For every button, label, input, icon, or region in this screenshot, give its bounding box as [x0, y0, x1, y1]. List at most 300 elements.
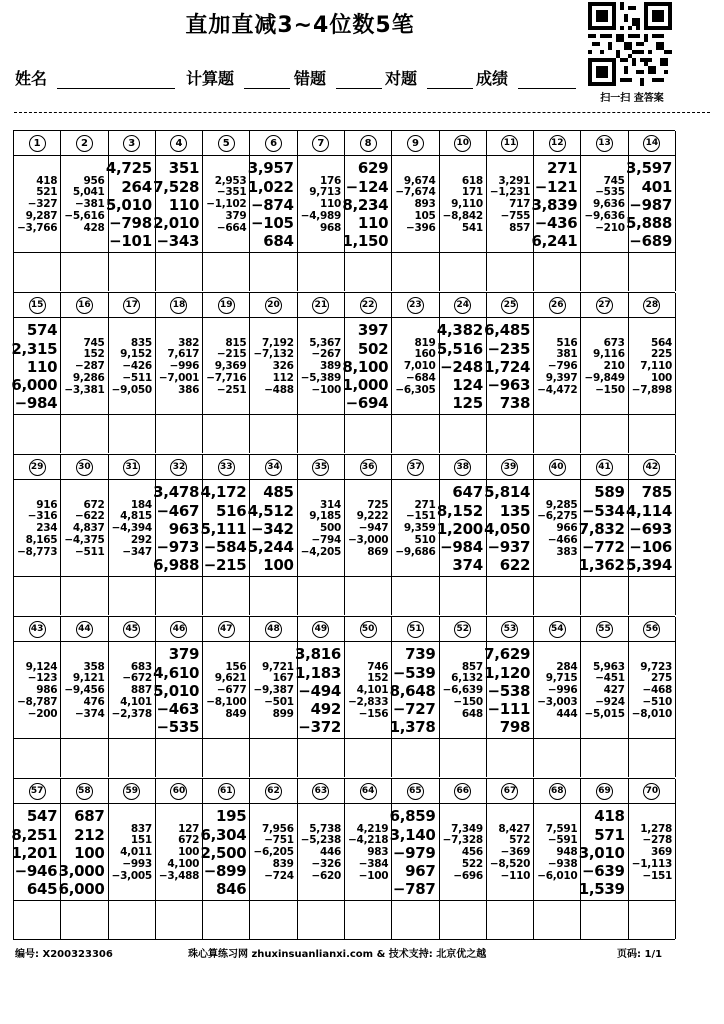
problem-cell: [61, 131, 108, 291]
answer-box[interactable]: [487, 901, 533, 939]
addend: −215: [216, 348, 247, 361]
answer-box[interactable]: [156, 253, 202, 291]
addend: 571: [594, 825, 625, 844]
answer-box[interactable]: [534, 253, 580, 291]
answer-box[interactable]: [392, 415, 438, 453]
answer-box[interactable]: [61, 739, 107, 777]
addend: 9,121: [72, 672, 105, 685]
problem-number-cell: [534, 293, 580, 317]
problem-values: [250, 317, 296, 415]
problem-number-cell: [203, 131, 249, 155]
problem-cell: [247, 455, 297, 615]
answer-box[interactable]: [109, 253, 155, 291]
problem-cell: [345, 779, 392, 939]
addend: 124: [452, 376, 483, 395]
problem-values: [484, 317, 533, 415]
answer-box[interactable]: [487, 415, 533, 453]
answer-box[interactable]: [581, 577, 627, 615]
answer-box[interactable]: [14, 415, 60, 453]
addend: −3,000: [348, 533, 389, 546]
problem-number-cell: [156, 779, 202, 803]
answer-box[interactable]: [203, 253, 249, 291]
addend: 687: [74, 807, 105, 826]
answer-box[interactable]: [581, 415, 627, 453]
addend: 397: [357, 321, 389, 340]
problem-cell: [487, 131, 534, 291]
problem-cell: [11, 779, 61, 939]
problem-number-cell: [487, 131, 533, 155]
answer-box[interactable]: [61, 415, 107, 453]
addend: 849: [225, 707, 247, 720]
qr-caption: 扫一扫 查答案: [600, 93, 664, 104]
problem-number-cell: [14, 455, 60, 479]
problem-number: 40: [549, 459, 566, 476]
answer-box[interactable]: [534, 739, 580, 777]
addend: 7,832: [578, 519, 625, 538]
answer-box[interactable]: [250, 253, 296, 291]
addend: 382: [178, 336, 200, 349]
answer-box[interactable]: [14, 253, 60, 291]
answer-box[interactable]: [440, 901, 486, 939]
addend: 2,500: [200, 843, 247, 862]
answer-box[interactable]: [14, 577, 60, 615]
addend: 857: [509, 221, 531, 234]
answer-box[interactable]: [109, 739, 155, 777]
right-field[interactable]: [385, 66, 473, 92]
problem-values: [156, 803, 202, 901]
addend: 869: [367, 545, 389, 558]
problem-number: 63: [312, 783, 329, 800]
addend: 9,397: [545, 371, 578, 384]
problem-values: [247, 479, 296, 577]
answer-box[interactable]: [440, 577, 486, 615]
answer-box[interactable]: [629, 577, 675, 615]
addend: −696: [453, 869, 483, 882]
answer-box[interactable]: [298, 577, 344, 615]
answer-box[interactable]: [156, 577, 202, 615]
answer-box[interactable]: [581, 901, 627, 939]
answer-box[interactable]: [61, 577, 107, 615]
addend: −156: [358, 707, 389, 720]
problem-values: [109, 317, 155, 415]
problem-number: 31: [123, 459, 140, 476]
problem-number: 55: [596, 621, 613, 638]
addend: 275: [650, 672, 672, 685]
problem-cell: [109, 293, 156, 453]
addend: 986: [36, 684, 58, 697]
addend: 5,516: [436, 339, 483, 358]
addend: −798: [109, 214, 152, 233]
addend: 9,124: [25, 660, 58, 673]
addend: −535: [156, 718, 200, 737]
problem-values: [153, 479, 202, 577]
problem-values: [629, 317, 675, 415]
problem-number: 49: [312, 621, 329, 638]
problem-cell: [109, 617, 156, 777]
addend: 9,185: [309, 510, 341, 523]
addend: −451: [595, 672, 625, 685]
answer-box[interactable]: [109, 415, 155, 453]
problem-number-cell: [156, 293, 202, 317]
addend: −538: [487, 681, 531, 700]
problem-number-cell: [250, 779, 296, 803]
addend: −672: [122, 672, 152, 685]
answer-box[interactable]: [298, 739, 344, 777]
addend: 379: [168, 645, 200, 664]
addend: 100: [650, 371, 672, 384]
answer-box[interactable]: [440, 415, 486, 453]
addend: 3,140: [389, 825, 436, 844]
addend: 1,200: [436, 519, 483, 538]
answer-box[interactable]: [298, 901, 344, 939]
problem-cell: [534, 455, 581, 615]
addend: −7,898: [631, 383, 672, 396]
problem-number-cell: [298, 131, 344, 155]
problem-number: 37: [407, 459, 424, 476]
problem-number-cell: [109, 455, 155, 479]
addend: −539: [392, 663, 436, 682]
addend: 6,000: [58, 880, 105, 899]
addend: 444: [556, 707, 578, 720]
addend: 9,222: [356, 510, 389, 523]
addend: −151: [406, 510, 436, 523]
problem-values: [61, 155, 107, 253]
addend: 264: [121, 177, 152, 196]
addend: 1,022: [247, 177, 294, 196]
addend: 1,000: [342, 376, 389, 395]
addend: 100: [74, 843, 105, 862]
answer-box[interactable]: [629, 253, 675, 291]
problem-grid: [13, 130, 675, 940]
answer-box[interactable]: [392, 577, 438, 615]
problem-number: 6: [265, 135, 282, 152]
addend: 966: [556, 522, 578, 535]
addend: 963: [168, 519, 200, 538]
addend: −4,989: [300, 209, 341, 222]
answer-box[interactable]: [109, 577, 155, 615]
problem-values: [203, 317, 249, 415]
problem-number: 25: [501, 297, 518, 314]
addend: −8,520: [489, 857, 531, 870]
problem-cell: [484, 293, 534, 453]
problem-cell: [295, 617, 345, 777]
addend: −7,674: [395, 186, 436, 199]
name-blank[interactable]: [57, 68, 175, 89]
answer-box[interactable]: [156, 901, 202, 939]
addend: −1,231: [489, 186, 531, 199]
addend: −1,113: [631, 857, 672, 870]
addend: −150: [453, 695, 483, 708]
addend: 6,132: [451, 672, 483, 685]
addend: 983: [367, 846, 389, 859]
answer-box[interactable]: [250, 415, 296, 453]
answer-box[interactable]: [156, 739, 202, 777]
page-number: 页码: 1/1: [617, 949, 663, 960]
answer-box[interactable]: [345, 577, 391, 615]
addend: 4,512: [247, 501, 294, 520]
addend: −755: [500, 209, 531, 222]
answer-box[interactable]: [392, 253, 438, 291]
problem-number-cell: [250, 131, 296, 155]
problem-values: [298, 317, 344, 415]
problem-cell: [200, 455, 250, 615]
addend: 427: [603, 684, 625, 697]
addend: 9,286: [72, 371, 105, 384]
addend: 167: [272, 672, 294, 685]
addend: −4,218: [348, 834, 389, 847]
problem-values: [487, 155, 533, 253]
answer-box[interactable]: [109, 901, 155, 939]
addend: −9,050: [111, 383, 152, 396]
wrong-blank[interactable]: [336, 68, 382, 89]
problem-number-cell: [392, 131, 438, 155]
addend: −316: [27, 510, 58, 523]
problem-number: 8: [360, 135, 377, 152]
addend: 618: [461, 174, 483, 187]
answer-box[interactable]: [629, 901, 675, 939]
problem-number: 41: [596, 459, 613, 476]
addend: −6,010: [537, 869, 578, 882]
problem-values: [581, 155, 627, 253]
wrong-field[interactable]: [294, 66, 382, 92]
addend: −6,205: [253, 846, 294, 859]
answer-box[interactable]: [629, 415, 675, 453]
addend: −426: [122, 360, 152, 373]
addend: −5,015: [584, 707, 625, 720]
problem-values: [389, 803, 438, 901]
answer-box[interactable]: [203, 739, 249, 777]
problem-number: 45: [123, 621, 140, 638]
answer-box[interactable]: [298, 253, 344, 291]
problem-number-cell: [298, 455, 344, 479]
answer-box[interactable]: [156, 415, 202, 453]
addend: −3,766: [17, 221, 58, 234]
problem-number-cell: [440, 779, 486, 803]
addend: −9,456: [64, 684, 105, 697]
addend: −689: [629, 232, 672, 251]
problem-cell: [105, 131, 156, 291]
addend: 5,041: [72, 186, 105, 199]
problem-number: 58: [76, 783, 93, 800]
addend: −899: [203, 862, 247, 881]
addend: 5,814: [484, 483, 531, 502]
addend: −9,636: [584, 209, 625, 222]
problem-number: 33: [218, 459, 235, 476]
problem-cell: [61, 617, 108, 777]
addend: −7,001: [158, 371, 200, 384]
addend: 5,244: [247, 538, 294, 557]
answer-box[interactable]: [250, 739, 296, 777]
answer-box[interactable]: [14, 901, 60, 939]
answer-box[interactable]: [392, 739, 438, 777]
addend: 184: [130, 498, 152, 511]
addend: −987: [629, 195, 672, 214]
addend: 2,953: [214, 174, 247, 187]
addend: −235: [487, 339, 531, 358]
addend: −510: [642, 695, 672, 708]
addend: 351: [168, 159, 200, 178]
addend: 4,815: [120, 510, 152, 523]
addend: −4,472: [537, 383, 578, 396]
score-field[interactable]: [476, 66, 576, 92]
answer-box[interactable]: [487, 577, 533, 615]
problem-values: [342, 155, 391, 253]
problem-number: 30: [76, 459, 93, 476]
addend: 745: [83, 336, 105, 349]
answer-box[interactable]: [250, 901, 296, 939]
qr-code[interactable]: [586, 2, 674, 86]
addend: 160: [414, 348, 436, 361]
addend: 125: [452, 394, 483, 413]
addend: −501: [264, 695, 294, 708]
addend: −6,305: [395, 383, 436, 396]
addend: 1,539: [578, 880, 625, 899]
problem-number: 52: [454, 621, 471, 638]
answer-box[interactable]: [61, 253, 107, 291]
problem-cell: [156, 293, 203, 453]
addend: 564: [650, 336, 672, 349]
problem-number: 61: [218, 783, 235, 800]
problem-values: [534, 479, 580, 577]
addend: −5,389: [300, 371, 341, 384]
addend: 6,000: [11, 376, 58, 395]
addend: 739: [405, 645, 436, 664]
problem-number-cell: [61, 617, 107, 641]
addend: −9,387: [253, 684, 294, 697]
count-blank[interactable]: [244, 68, 290, 89]
addend: 8,152: [436, 501, 483, 520]
addend: 717: [509, 198, 531, 211]
addend: 369: [650, 846, 672, 859]
addend: 4,219: [356, 822, 389, 835]
answer-box[interactable]: [345, 901, 391, 939]
addend: 4,101: [120, 695, 152, 708]
addend: −287: [75, 360, 105, 373]
problem-values: [11, 317, 60, 415]
answer-box[interactable]: [203, 901, 249, 939]
problem-number-cell: [534, 131, 580, 155]
answer-box[interactable]: [345, 415, 391, 453]
addend: 476: [83, 695, 105, 708]
problem-cell: [203, 131, 250, 291]
addend: −7,132: [253, 348, 294, 361]
problem-number-cell: [440, 617, 486, 641]
addend: −466: [547, 533, 578, 546]
addend: 7,591: [545, 822, 578, 835]
addend: 381: [556, 348, 578, 361]
score-blank[interactable]: [518, 68, 576, 89]
cut-line: [14, 112, 710, 113]
score-label: 成绩: [476, 69, 509, 88]
answer-box[interactable]: [534, 415, 580, 453]
answer-box[interactable]: [581, 253, 627, 291]
addend: 916: [36, 498, 58, 511]
answer-box[interactable]: [203, 415, 249, 453]
addend: 6,241: [531, 232, 578, 251]
problem-number: 54: [549, 621, 566, 638]
problem-number: 44: [76, 621, 93, 638]
problem-values: [61, 641, 107, 739]
problem-number: 67: [501, 783, 518, 800]
problem-number: 39: [501, 459, 518, 476]
addend: −110: [500, 869, 531, 882]
answer-box[interactable]: [581, 739, 627, 777]
problem-number: 27: [596, 297, 613, 314]
addend: −584: [203, 538, 247, 557]
problem-cell: [392, 455, 439, 615]
addend: 3,839: [531, 195, 578, 214]
problem-number-cell: [629, 131, 675, 155]
addend: 456: [461, 846, 483, 859]
answer-box[interactable]: [392, 901, 438, 939]
addend: −200: [27, 707, 58, 720]
addend: 4,837: [72, 522, 105, 535]
answer-box[interactable]: [440, 739, 486, 777]
answer-box[interactable]: [534, 901, 580, 939]
problem-number: 4: [170, 135, 187, 152]
problem-values: [298, 803, 344, 901]
problem-values: [203, 155, 249, 253]
problem-number-cell: [440, 455, 486, 479]
answer-box[interactable]: [534, 577, 580, 615]
addend: 9,713: [309, 186, 341, 199]
addend: 899: [272, 707, 294, 720]
problem-values: [345, 641, 391, 739]
problem-number: 15: [29, 297, 46, 314]
name-field[interactable]: [15, 66, 175, 92]
addend: 837: [130, 822, 152, 835]
addend: 386: [178, 383, 200, 396]
count-field[interactable]: [186, 66, 290, 92]
problem-cell: [109, 455, 156, 615]
problem-cell: [531, 131, 581, 291]
answer-box[interactable]: [61, 901, 107, 939]
right-blank[interactable]: [427, 68, 473, 89]
addend: 1,724: [484, 357, 531, 376]
answer-box[interactable]: [345, 253, 391, 291]
answer-box[interactable]: [250, 577, 296, 615]
addend: 4,100: [167, 857, 200, 870]
addend: 292: [130, 533, 152, 546]
answer-box[interactable]: [298, 415, 344, 453]
addend: 4,101: [356, 684, 389, 697]
addend: 7,629: [484, 645, 531, 664]
answer-box[interactable]: [14, 739, 60, 777]
problem-number: 51: [407, 621, 424, 638]
problem-number-cell: [581, 455, 627, 479]
answer-box[interactable]: [629, 739, 675, 777]
answer-box[interactable]: [487, 739, 533, 777]
addend: −2,833: [348, 695, 389, 708]
addend: −150: [595, 383, 625, 396]
problem-number-cell: [581, 779, 627, 803]
problem-values: [153, 155, 202, 253]
problem-values: [392, 317, 438, 415]
problem-number-cell: [629, 455, 675, 479]
answer-box[interactable]: [440, 253, 486, 291]
addend: 401: [641, 177, 672, 196]
problem-values: [392, 479, 438, 577]
answer-box[interactable]: [203, 577, 249, 615]
answer-box[interactable]: [487, 253, 533, 291]
problem-number-cell: [629, 293, 675, 317]
addend: −8,842: [442, 209, 483, 222]
footer-site: 珠心算练习网 zhuxinsuanlianxi.com & 技术支持: 北京优之越: [188, 949, 487, 960]
addend: −4,394: [111, 522, 152, 535]
answer-box[interactable]: [345, 739, 391, 777]
addend: 516: [216, 501, 247, 520]
addend: 516: [556, 336, 578, 349]
